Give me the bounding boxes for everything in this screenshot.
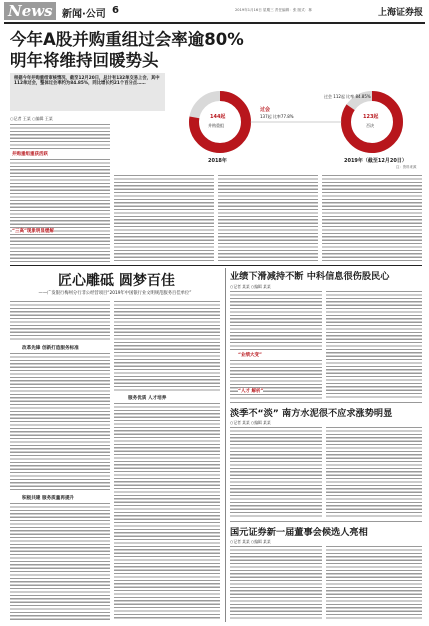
infographic [168,68,424,170]
article3-body-b [326,426,422,518]
ring-right-count: 123起 [363,114,379,120]
lead-subhead-1: 并购重组重获活跃 [12,152,48,157]
feature-subhead-2: 积极共建 服务质量再提升 [22,496,75,501]
article3-rule [230,521,422,522]
lead-body-col1 [10,123,110,150]
feature-body-b [10,352,110,492]
ring-left-sub: 并购重组 [208,123,224,128]
article3-body-a [230,426,322,518]
ring-left-count: 144起 [210,114,226,120]
lead-deck [10,73,165,111]
feature-body-e [114,402,220,620]
chart-source: 注：资料来源 [396,165,417,169]
ring-mid-pct: 137起 比率77.8% [260,114,294,119]
lead-subhead-2: “三高”现象明显缓解 [12,229,54,234]
feature-body-a [10,300,110,342]
feature-title: 匠心雕砥 圆梦百佳 [58,273,175,289]
article3-byline: ○记者 某某 ○编辑 某某 [230,420,271,425]
masthead-rule [4,22,425,24]
article2-byline: ○记者 某某 ○编辑 某某 [230,284,271,289]
article4-title: 国元证券新一届董事会候选人亮相 [230,527,368,538]
lead-deck-text: 根据今年并购重组审核情况，截至12月20日，总计有132单交易上会，其中112单过会，整体过会率约为84.85%，同比增长约21个百分点…… [14,76,160,87]
issue-info: 2019年1月16日 星期三 责任编辑：张 版式：林 [235,8,312,12]
paper-name: 上海证券报 [378,8,424,18]
lead-body-col2 [114,174,214,262]
article4-body-b [326,545,422,620]
article2-rule [230,402,422,403]
lead-body-col1b [10,158,110,262]
ring-chart [168,68,424,170]
column-divider [225,268,226,622]
lead-title-line1: 今年A股并购重组过会率逾80% [10,30,244,49]
lead-bottom-rule [10,265,422,266]
lead-byline: ○记者 王某 ○编辑 王某 [10,116,53,121]
article2-subhead-2: “人才 解析” [238,389,264,394]
brand-title: News [8,2,53,20]
lead-body-col4 [322,174,422,262]
feature-subtitle: ——广发银行梅州分行非公经营项目“2019年中国银行业文明规范服务百佳单位” [38,291,192,296]
feature-body-d [114,300,220,392]
page-number: 6 [112,5,119,16]
article4-byline: ○记者 某某 ○编辑 某某 [230,539,271,544]
lead-headline [10,30,244,71]
brand-badge [4,2,56,20]
year-left: 2018年 [208,158,227,164]
article2-body-c [326,290,422,399]
ring-right-sub: 否决 [366,123,374,128]
feature-subhead-3: 服务优质 人才培养 [128,396,167,401]
feature-subhead-1: 改革先锋 创新打造服务标准 [22,346,79,351]
masthead [0,0,429,22]
year-right: 2019年（截至12月20日） [344,158,407,164]
feature-body-c [10,502,110,620]
lead-body-col3 [218,174,318,262]
article2-subhead-1: “业绩大变” [238,353,262,358]
ring-far-label: 过会 112起 比率 84.85% [324,94,371,99]
article4-body-a [230,545,322,620]
article2-title: 业绩下滑减持不断 中科信息很伤股民心 [230,271,390,282]
article3-title: 淡季不“淡” 南方水泥很不应求涨势明显 [230,408,393,419]
ring-mid-label: 过会 [260,107,271,113]
article2-body-a [230,290,322,350]
lead-title-line2: 明年将维持回暖势头 [10,51,159,70]
section-title: 新闻·公司 [62,9,106,20]
